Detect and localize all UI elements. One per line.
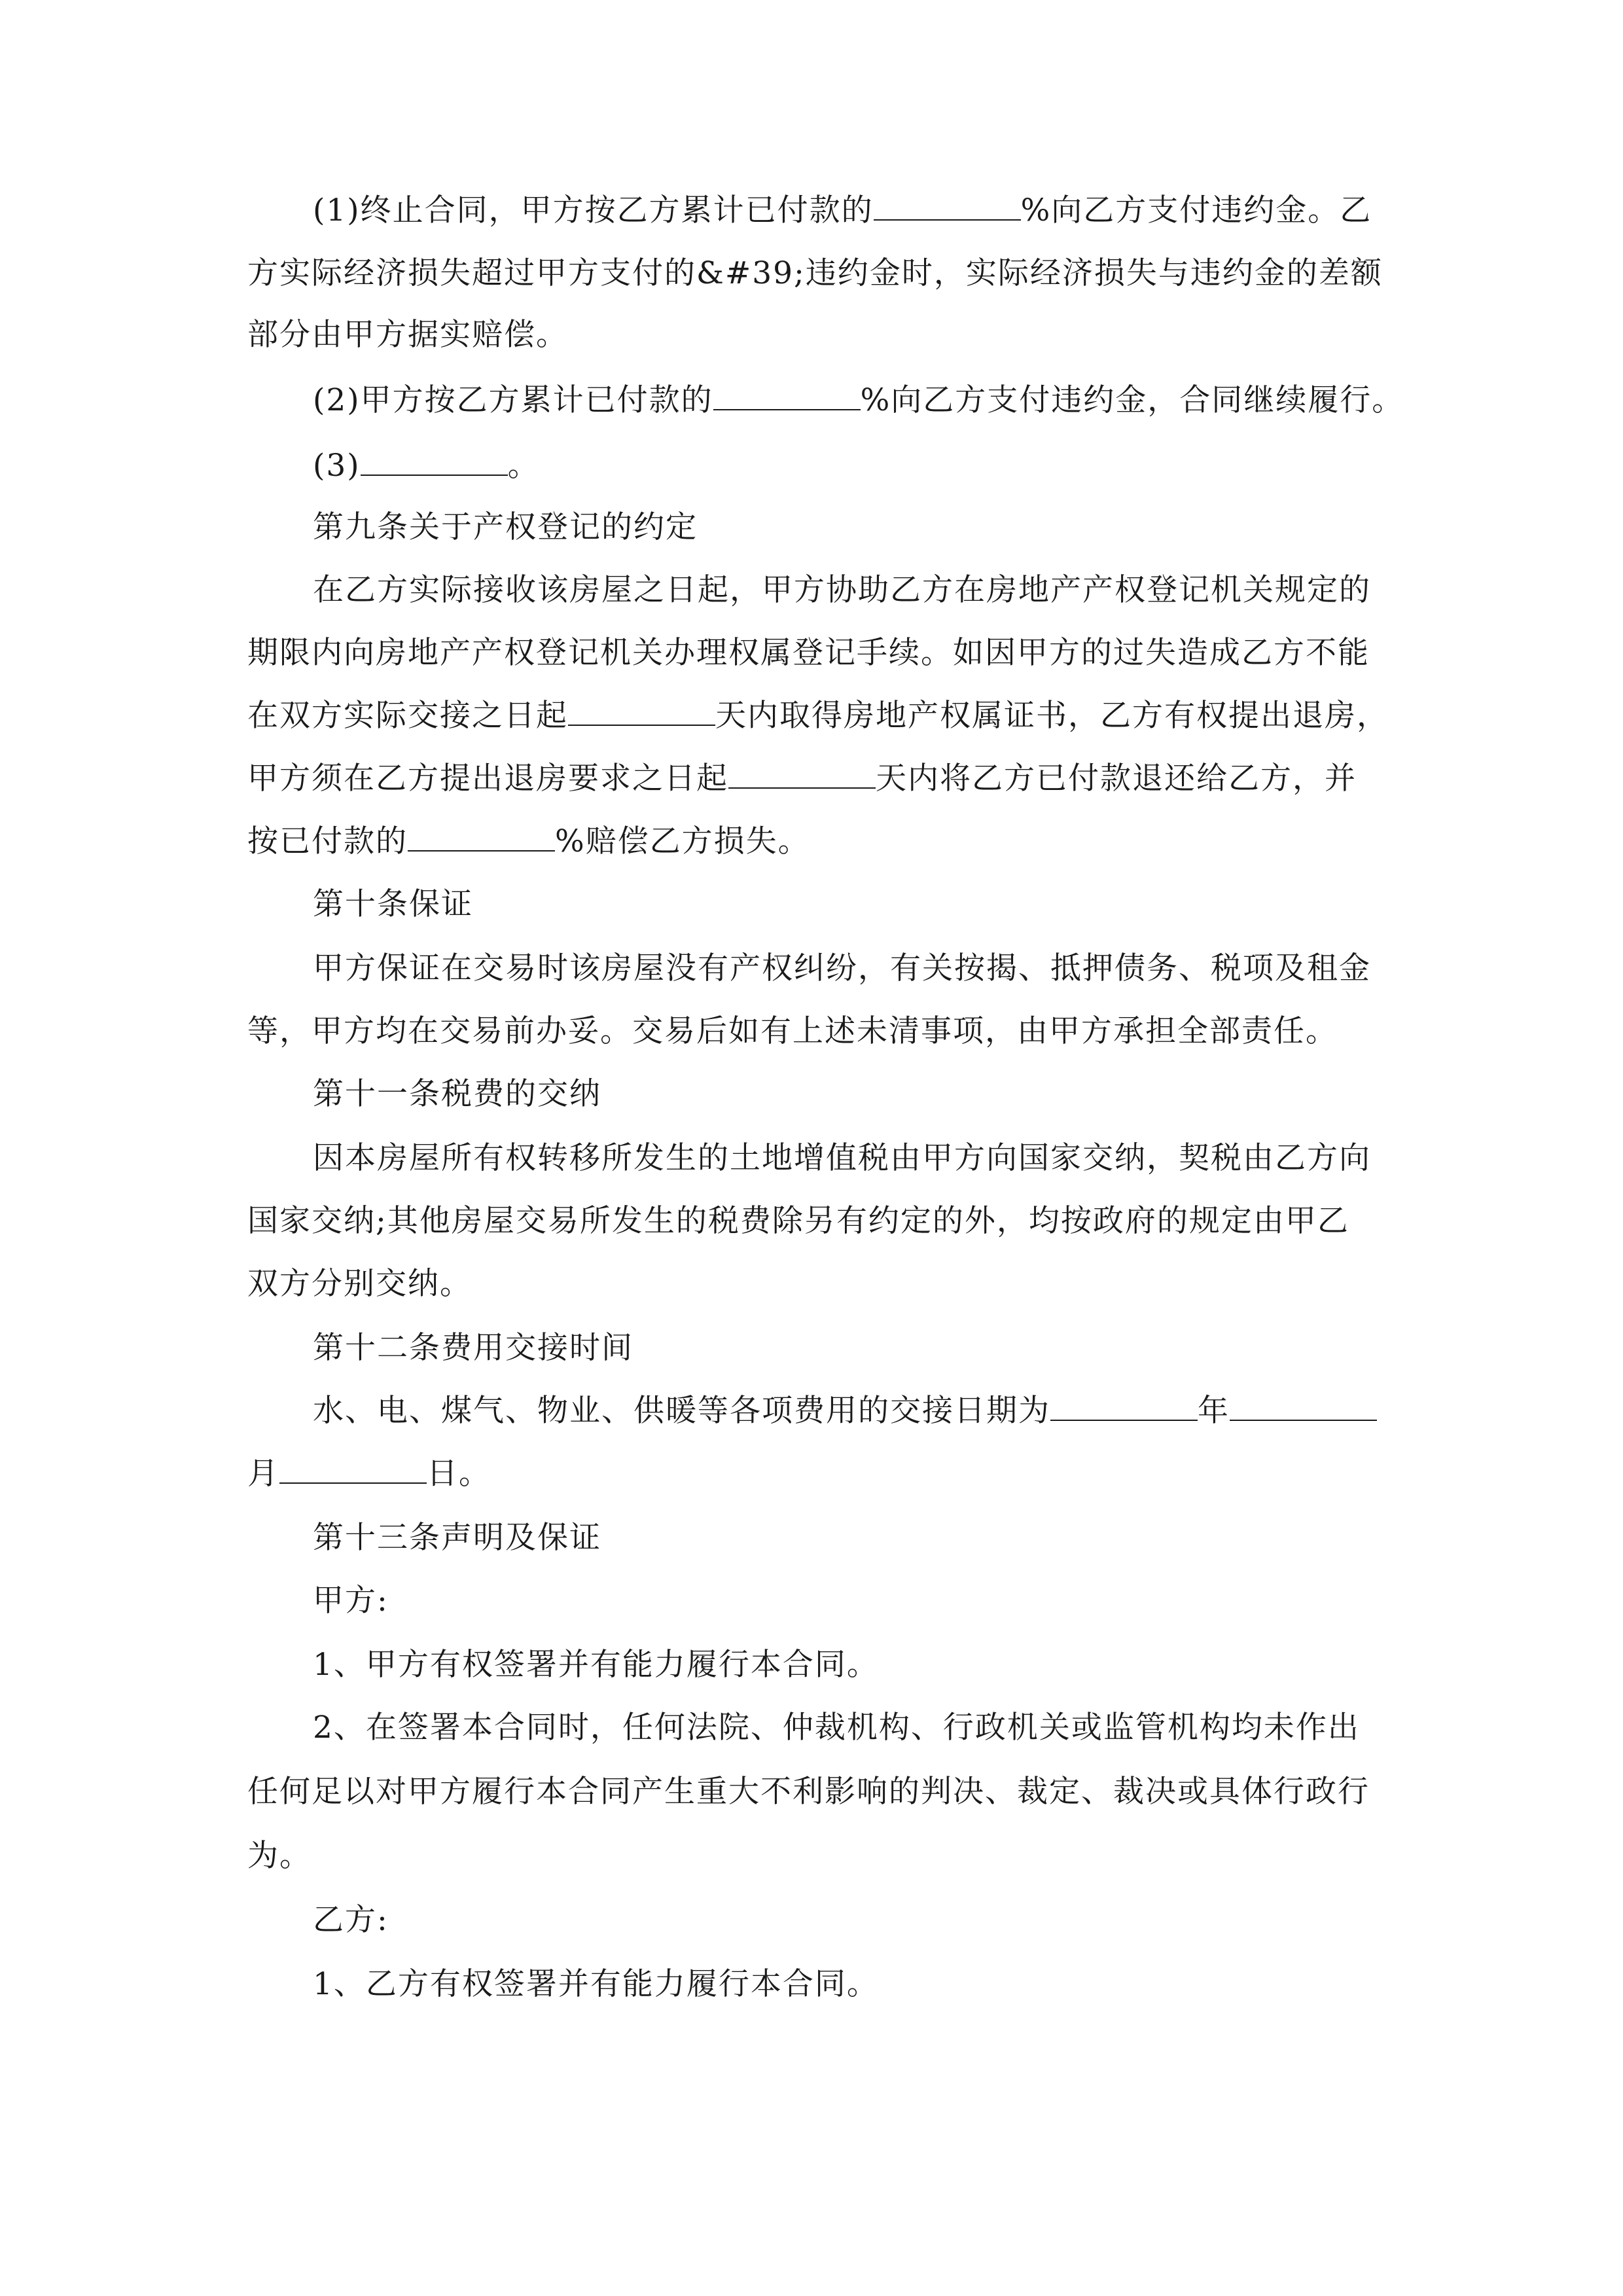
text-line bbox=[313, 508, 698, 547]
text-line bbox=[247, 1202, 1349, 1241]
text-segment: 。 bbox=[507, 448, 540, 484]
fill-in-blank bbox=[1230, 1393, 1377, 1421]
text-line bbox=[247, 1454, 491, 1494]
text-segment: 甲方保证在交易时该房屋没有产权纠纷，有关按揭、抵押债务、税项及租金 bbox=[313, 950, 1371, 986]
text-segment: 第九条关于产权登记的约定 bbox=[313, 509, 698, 545]
text-segment: (1)终止合同，甲方按乙方累计已付款的 bbox=[313, 192, 874, 228]
text-segment: 甲方须在乙方提出退房要求之日起 bbox=[247, 761, 728, 797]
fill-in-blank bbox=[568, 698, 715, 726]
text-segment: 天内将乙方已付款退还给乙方，并 bbox=[876, 761, 1357, 797]
text-line bbox=[313, 1645, 879, 1685]
fill-in-blank bbox=[279, 1456, 427, 1484]
text-line bbox=[313, 1139, 1371, 1178]
text-line bbox=[313, 571, 1371, 610]
text-segment: 天内取得房地产权属证书，乙方有权提出退房， bbox=[715, 698, 1389, 734]
text-segment: 第十二条费用交接时间 bbox=[313, 1330, 633, 1366]
text-line bbox=[313, 1901, 389, 1940]
text-line bbox=[247, 1837, 312, 1876]
text-line bbox=[313, 1518, 601, 1558]
text-line bbox=[313, 446, 540, 486]
text-segment: 1、甲方有权签署并有能力履行本合同。 bbox=[313, 1647, 879, 1683]
text-line bbox=[313, 1708, 1360, 1748]
text-line bbox=[247, 1265, 472, 1304]
text-line bbox=[313, 191, 1372, 230]
text-line bbox=[313, 1329, 633, 1368]
text-segment: 第十一条税费的交纳 bbox=[313, 1076, 601, 1112]
text-segment: 等，甲方均在交易前办妥。交易后如有上述未清事项，由甲方承担全部责任。 bbox=[247, 1013, 1338, 1049]
text-segment: 2、在签署本合同时，任何法院、仲裁机构、行政机关或监管机构均未作出 bbox=[313, 1710, 1360, 1746]
text-segment: 任何足以对甲方履行本合同产生重大不利影响的判决、裁定、裁决或具体行政行 bbox=[247, 1774, 1370, 1810]
text-line bbox=[313, 1965, 879, 2004]
text-line bbox=[247, 1772, 1370, 1812]
text-segment: (3) bbox=[313, 448, 361, 484]
text-segment: 部分由甲方据实赔偿。 bbox=[247, 317, 568, 353]
text-segment: 因本房屋所有权转移所发生的土地增值税由甲方向国家交纳，契税由乙方向 bbox=[313, 1140, 1371, 1176]
text-segment: 年 bbox=[1198, 1393, 1230, 1429]
text-segment: %向乙方支付违约金，合同继续履行。 bbox=[860, 382, 1404, 418]
fill-in-blank bbox=[728, 761, 876, 789]
text-line bbox=[247, 822, 810, 861]
text-line bbox=[313, 1075, 601, 1114]
text-segment: %赔偿乙方损失。 bbox=[555, 823, 810, 859]
text-line bbox=[247, 315, 568, 355]
text-segment: 1、乙方有权签署并有能力履行本合同。 bbox=[313, 1966, 879, 2002]
text-segment: 按已付款的 bbox=[247, 823, 408, 859]
fill-in-blank bbox=[408, 824, 555, 852]
text-segment: 第十三条声明及保证 bbox=[313, 1520, 601, 1556]
text-line bbox=[247, 254, 1383, 293]
text-segment: 水、电、煤气、物业、供暖等各项费用的交接日期为 bbox=[313, 1393, 1050, 1429]
text-segment: 双方分别交纳。 bbox=[247, 1266, 472, 1302]
fill-in-blank bbox=[713, 383, 861, 410]
text-segment: %向乙方支付违约金。乙 bbox=[1020, 192, 1372, 228]
text-line bbox=[247, 759, 1357, 798]
text-segment: 期限内向房地产产权登记机关办理权属登记手续。如因甲方的过失造成乙方不能 bbox=[247, 635, 1370, 671]
text-segment: (2)甲方按乙方累计已付款的 bbox=[313, 382, 713, 418]
text-line bbox=[313, 885, 473, 924]
text-segment: 日。 bbox=[427, 1456, 491, 1492]
text-segment: 方实际经济损失超过甲方支付的&#39;违约金时，实际经济损失与违约金的差额 bbox=[247, 255, 1383, 291]
text-segment: 月 bbox=[247, 1456, 279, 1492]
text-line bbox=[247, 634, 1370, 673]
fill-in-blank bbox=[1050, 1393, 1198, 1421]
text-line bbox=[313, 1581, 389, 1621]
fill-in-blank bbox=[874, 193, 1021, 221]
text-line bbox=[247, 1012, 1338, 1051]
text-segment: 第十条保证 bbox=[313, 886, 473, 922]
text-segment: 甲方: bbox=[313, 1583, 389, 1619]
fill-in-blank bbox=[361, 448, 508, 476]
text-segment: 为。 bbox=[247, 1838, 312, 1874]
text-segment: 乙方: bbox=[313, 1902, 389, 1938]
text-line bbox=[313, 949, 1371, 988]
text-line bbox=[247, 696, 1389, 736]
text-segment: 在双方实际交接之日起 bbox=[247, 698, 568, 734]
text-line bbox=[313, 1391, 1377, 1431]
text-segment: 国家交纳;其他房屋交易所发生的税费除另有约定的外，均按政府的规定由甲乙 bbox=[247, 1203, 1349, 1239]
text-segment: 在乙方实际接收该房屋之日起，甲方协助乙方在房地产产权登记机关规定的 bbox=[313, 572, 1371, 608]
text-line bbox=[313, 381, 1404, 420]
